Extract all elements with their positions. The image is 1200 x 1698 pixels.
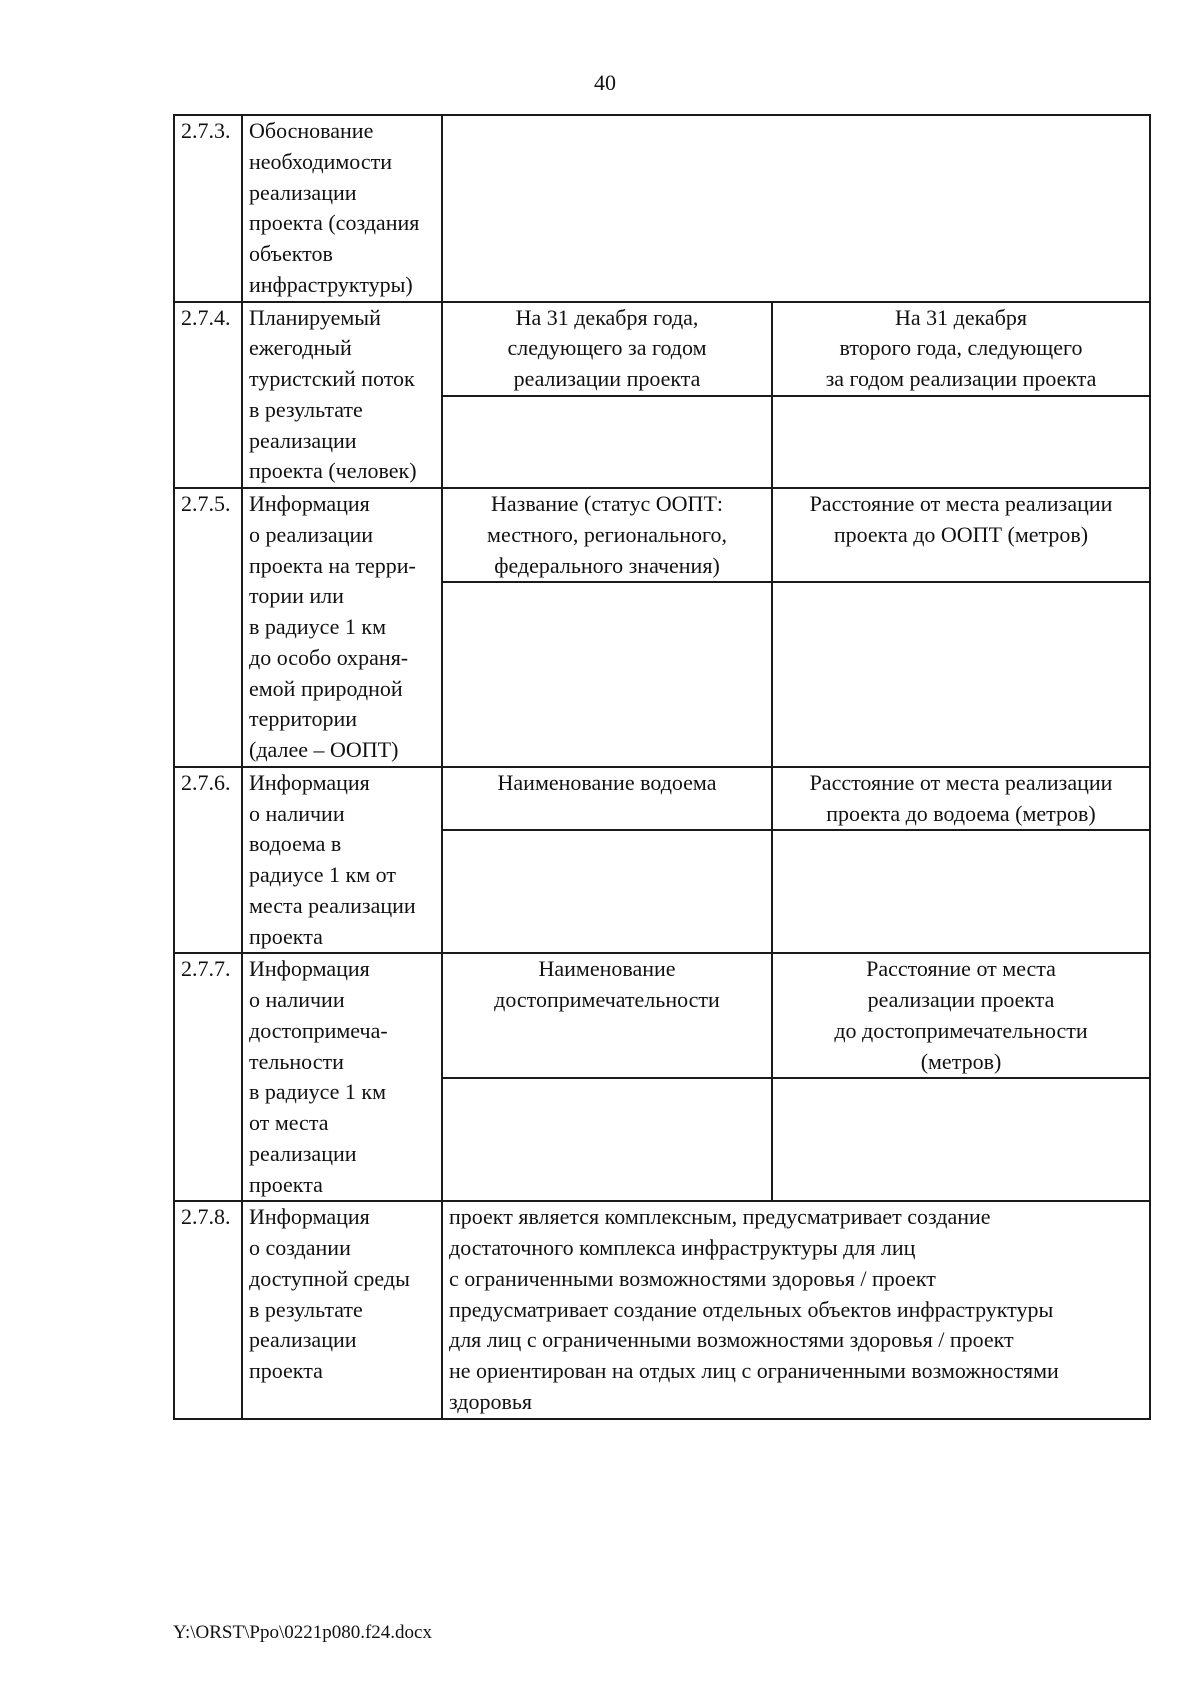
text-line: в результате [249, 396, 363, 422]
text-line: федерального значения) [494, 552, 720, 578]
text-line: проект является комплексным, предусматривает создание [449, 1204, 991, 1230]
column-header [442, 488, 772, 582]
text-line: Название (статус ООПТ: [491, 491, 723, 516]
text-line: Обоснование [249, 118, 374, 143]
text-line: Расстояние от места реализации [809, 491, 1113, 516]
text-line: Информация [249, 956, 370, 982]
text-line: достопримечательности [494, 987, 720, 1012]
item-number: 2.7.4. [174, 302, 242, 489]
item-label [242, 302, 442, 489]
text-line: о создании [249, 1235, 351, 1260]
text-line: (метров) [920, 1048, 1002, 1074]
text-line: от места [249, 1110, 329, 1135]
text-line: инфраструктуры) [249, 271, 413, 297]
text-line: до достопримечательности [834, 1017, 1088, 1043]
text-line: Информация [249, 491, 370, 516]
text-line: объектов [249, 241, 333, 266]
text-line: туристский поток [249, 366, 415, 391]
item-number: 2.7.5. [174, 488, 242, 767]
item-number: 2.7.8. [174, 1201, 242, 1418]
text-line: Расстояние от места [866, 956, 1056, 982]
text-line: проекта на терри- [249, 552, 416, 578]
table-row-2-7-7 [174, 953, 1150, 1078]
text-line: проекта [249, 1171, 323, 1197]
table-row-2-7-3 [174, 115, 1150, 302]
text-line: о наличии [249, 987, 345, 1012]
text-line: На 31 декабря [894, 304, 1028, 330]
text-line: реализации проекта [513, 366, 701, 391]
text-line: необходимости [249, 148, 393, 174]
item-label [242, 1201, 442, 1418]
value-cell [442, 830, 772, 953]
text-line: радиусе 1 км от [249, 862, 396, 887]
text-line: проекта (создания [249, 210, 420, 236]
text-line: в радиусе 1 км [249, 1079, 387, 1105]
item-number: 2.7.6. [174, 767, 242, 954]
text-line: Информация [249, 1204, 370, 1230]
text-line: (далее – ООПТ) [249, 737, 399, 762]
page-number: 40 [594, 70, 616, 95]
text-line: проекта (человек) [249, 458, 417, 484]
value-cell [442, 396, 772, 488]
text-line: реализации [249, 1140, 357, 1166]
column-header [772, 767, 1150, 831]
text-line: с ограниченными возможностями здоровья / проект [449, 1265, 936, 1291]
column-header [772, 953, 1150, 1078]
value-cell [442, 1078, 772, 1201]
text-line: о реализации [249, 521, 374, 547]
text-line: реализации проекта [867, 987, 1055, 1012]
text-line: проекта [249, 1358, 323, 1383]
text-line: проекта до ООПТ (метров) [833, 521, 1089, 547]
value-cell [772, 830, 1150, 953]
text-line: следующего за годом [507, 335, 707, 361]
column-header [772, 302, 1150, 396]
text-line: доступной среды [249, 1265, 410, 1291]
text-line: проекта до водоема (метров) [826, 800, 1096, 826]
item-number: 2.7.3. [174, 115, 242, 302]
text-line: о наличии [249, 800, 345, 826]
value-cell [442, 582, 772, 766]
text-line: Наименование водоема [497, 769, 717, 795]
text-line: тельности [249, 1048, 344, 1074]
column-header [442, 302, 772, 396]
text-line: проекта [249, 923, 323, 949]
text-line: реализации [249, 1327, 357, 1353]
text-line: емой природной [249, 675, 403, 701]
text-line: не ориентирован на отдых лиц с ограниченными возможностями [449, 1358, 1059, 1383]
text-line: реализации [249, 179, 357, 205]
column-header [772, 488, 1150, 582]
item-label [242, 488, 442, 767]
item-label [242, 953, 442, 1201]
text-line: здоровья [449, 1388, 533, 1414]
item-label [242, 115, 442, 302]
text-line: в результате [249, 1296, 363, 1322]
text-line: территории [249, 706, 358, 732]
text-line: водоема в [249, 831, 342, 857]
accessibility-description [442, 1201, 1150, 1418]
text-line: места реализации [249, 892, 416, 918]
text-line: ежегодный [249, 335, 352, 361]
text-line: для лиц с ограниченными возможностями здоровья / проект [449, 1327, 1014, 1353]
text-line: Наименование [538, 956, 676, 982]
text-line: реализации [249, 427, 357, 453]
text-line: На 31 декабря года, [515, 304, 699, 330]
text-line: местного, регионального, [487, 521, 727, 547]
value-cell [772, 396, 1150, 488]
text-line: второго года, следующего [839, 335, 1083, 361]
text-line: предусматривает создание отдельных объектов инфраструктуры [449, 1296, 1054, 1322]
value-cell [772, 582, 1150, 766]
project-info-table [173, 114, 1151, 1420]
item-number: 2.7.7. [174, 953, 242, 1201]
table-row-2-7-5 [174, 488, 1150, 582]
table-row-2-7-4 [174, 302, 1150, 396]
text-line: Планируемый [249, 304, 381, 330]
text-line: за годом реализации проекта [825, 366, 1097, 391]
text-line: Информация [249, 769, 370, 795]
text-line: Расстояние от места реализации [809, 769, 1113, 795]
table-row-2-7-6 [174, 767, 1150, 831]
column-header [442, 953, 772, 1078]
item-label [242, 767, 442, 954]
text-line: до особо охраня- [249, 644, 409, 670]
text-line: тории или [249, 583, 344, 609]
column-header [442, 767, 772, 831]
value-cell [772, 1078, 1150, 1201]
text-line: достаточного комплекса инфраструктуры для лиц [449, 1235, 916, 1260]
text-line: в радиусе 1 км [249, 614, 387, 639]
value-cell [442, 115, 1150, 302]
table-row-2-7-8 [174, 1201, 1150, 1418]
file-path-footer: Y:\ORST\Ppo\0221p080.f24.docx [173, 1622, 432, 1643]
text-line: достопримеча- [249, 1017, 388, 1043]
